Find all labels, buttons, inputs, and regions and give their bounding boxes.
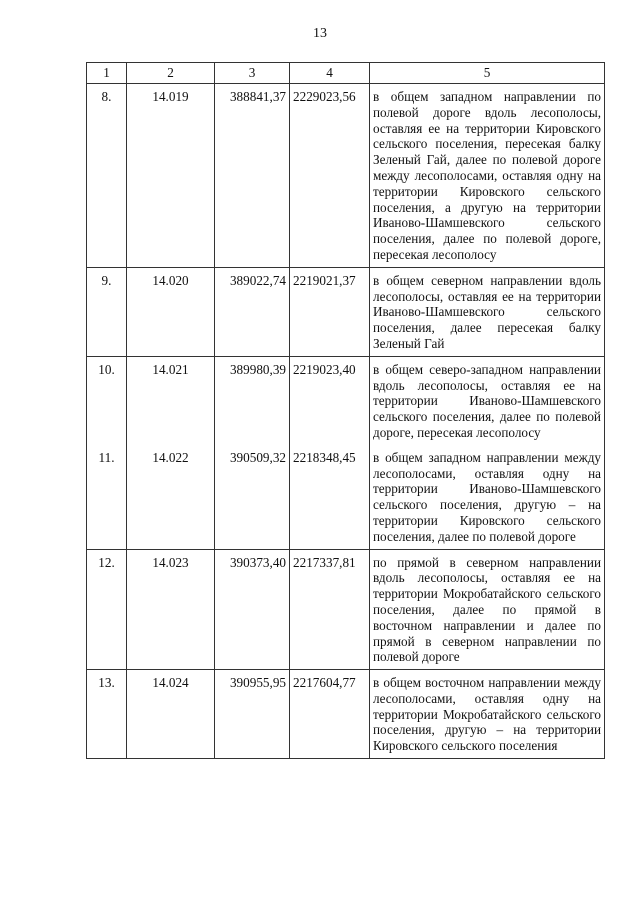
boundary-description: по прямой в северном направлении вдоль лесополосы, оставляя ее на территории Мокробатайского сельского поселения, далее по прямой в восточном направлении и далее по прямой в северном направлении по полевой дороге xyxy=(370,549,605,670)
row-number: 12. xyxy=(87,549,127,670)
coordinate-x: 389022,74 xyxy=(215,267,290,356)
coordinate-x: 389980,39 xyxy=(215,356,290,444)
point-code: 14.022 xyxy=(127,445,215,549)
column-header-point-code: 2 xyxy=(127,63,215,84)
coordinate-y: 2218348,45 xyxy=(290,445,370,549)
table-row xyxy=(87,84,605,268)
boundary-description: в общем северо-западном направлении вдоль лесополосы, оставляя ее на территории Иваново-Шамшевского сельского поселения, далее по полевой дороге, пересекая лесополосу xyxy=(370,356,605,444)
column-header-description: 5 xyxy=(370,63,605,84)
row-number: 11. xyxy=(87,445,127,549)
boundary-description: в общем западном направлении по полевой дороге вдоль лесополосы, оставляя ее на территории Кировского сельского поселения, пересекая балку Зеленый Гай, далее по полевой дороге между лесополосами, оставляя одну на территории Кировского сельского поселения, а другую на территории Иваново-Шамшевского сельского поселения, далее по полевой дороге, пересекая лесополосу xyxy=(370,84,605,268)
table-row xyxy=(87,670,605,759)
point-code: 14.020 xyxy=(127,267,215,356)
coordinate-x: 390955,95 xyxy=(215,670,290,759)
coordinate-y: 2217604,77 xyxy=(290,670,370,759)
row-number: 9. xyxy=(87,267,127,356)
coordinate-y: 2217337,81 xyxy=(290,549,370,670)
coordinate-y: 2219023,40 xyxy=(290,356,370,444)
boundary-table xyxy=(86,62,605,759)
column-header-x: 3 xyxy=(215,63,290,84)
boundary-description: в общем западном направлении между лесополосами, оставляя одну на территории Иваново-Шамшевского сельского поселения, другую – на территории Кировского сельского поселения, далее по полевой дороге xyxy=(370,445,605,549)
row-number: 13. xyxy=(87,670,127,759)
point-code: 14.019 xyxy=(127,84,215,268)
table-row xyxy=(87,356,605,444)
table-header-row xyxy=(87,63,605,84)
page-number: 13 xyxy=(313,26,327,41)
coordinate-y: 2219021,37 xyxy=(290,267,370,356)
coordinate-y: 2229023,56 xyxy=(290,84,370,268)
table-row xyxy=(87,549,605,670)
coordinate-x: 390509,32 xyxy=(215,445,290,549)
boundary-description: в общем северном направлении вдоль лесополосы, оставляя ее на территории Иваново-Шамшевского сельского поселения, далее пересекая балку Зеленый Гай xyxy=(370,267,605,356)
point-code: 14.023 xyxy=(127,549,215,670)
point-code: 14.024 xyxy=(127,670,215,759)
row-number: 8. xyxy=(87,84,127,268)
column-header-number: 1 xyxy=(87,63,127,84)
coordinate-x: 390373,40 xyxy=(215,549,290,670)
row-number: 10. xyxy=(87,356,127,444)
coordinate-x: 388841,37 xyxy=(215,84,290,268)
table-row xyxy=(87,267,605,356)
point-code: 14.021 xyxy=(127,356,215,444)
table-row xyxy=(87,445,605,549)
column-header-y: 4 xyxy=(290,63,370,84)
boundary-description: в общем восточном направлении между лесополосами, оставляя одну на территории Мокробатайского сельского поселения, другую – на территории Кировского сельского поселения xyxy=(370,670,605,759)
